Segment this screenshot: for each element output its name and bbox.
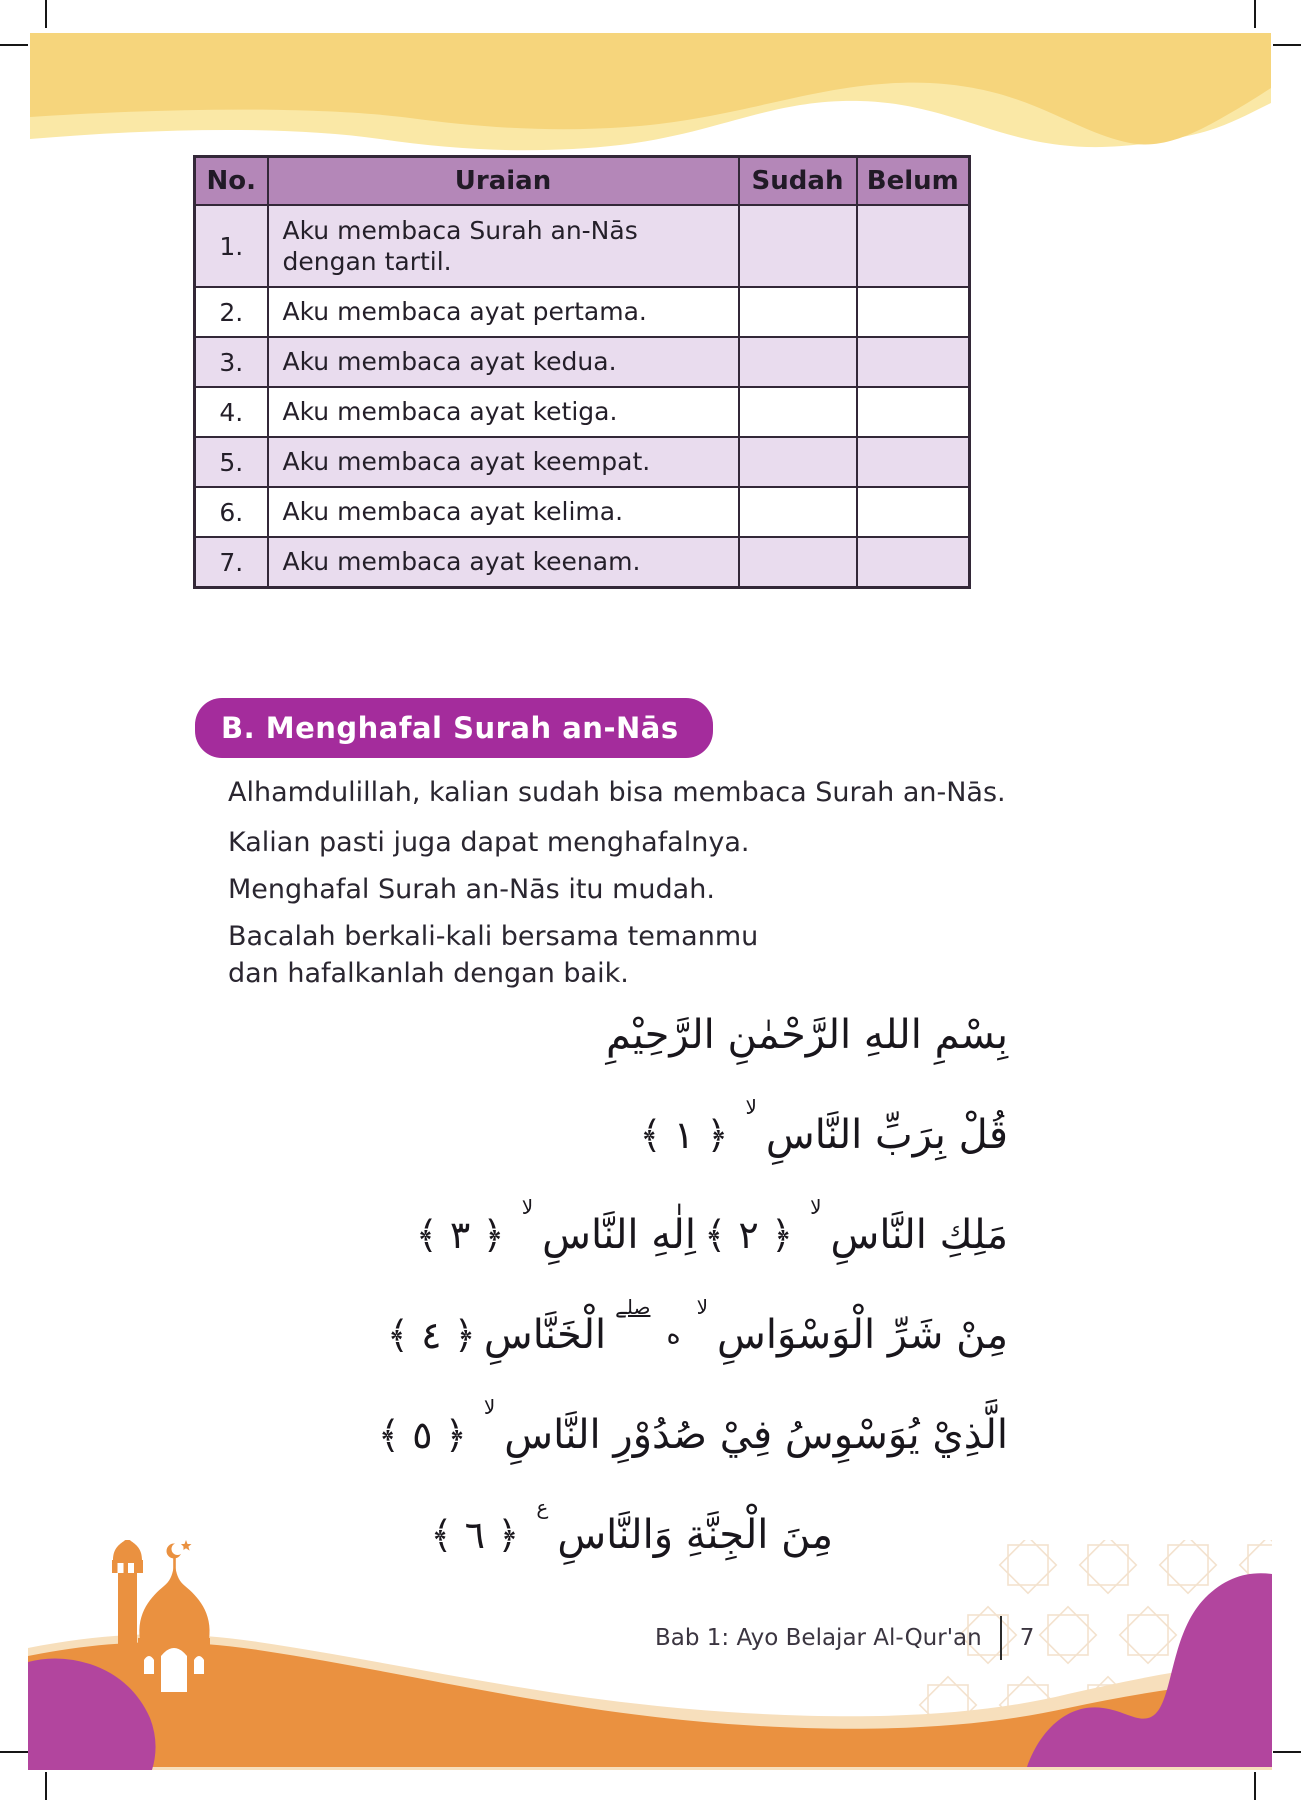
uraian-cell: Aku membaca ayat kelima. xyxy=(268,487,739,537)
verse-text: مَلِكِ النَّاسِ xyxy=(830,1212,1008,1258)
sudah-checkbox-cell xyxy=(739,287,857,337)
sudah-checkbox-cell xyxy=(739,337,857,387)
chapter-label: Bab 1: Ayo Belajar Al-Qur'an xyxy=(655,1625,982,1651)
col-header-no: No. xyxy=(195,157,268,206)
crop-mark xyxy=(45,1772,47,1800)
ayah-number: ﴿ ٥ ﴾ xyxy=(377,1413,467,1457)
row-number-cell: 6. xyxy=(195,487,268,537)
checklist-table xyxy=(193,155,971,589)
verse-text: الْخَنَّاسِ xyxy=(483,1312,607,1358)
col-header-uraian: Uraian xyxy=(268,157,739,206)
sudah-checkbox-cell xyxy=(739,487,857,537)
bismillah-text: بِسْمِ اللهِ الرَّحْمٰنِ الرَّحِيْمِ xyxy=(605,1012,1008,1058)
sudah-checkbox-cell xyxy=(739,537,857,588)
table-row xyxy=(195,205,970,287)
table-header-row xyxy=(195,157,970,206)
belum-checkbox-cell xyxy=(857,205,970,287)
waqf-mark: لا xyxy=(745,1095,757,1119)
quran-verse-line-4 xyxy=(0,1285,1008,1385)
intro-line: Menghafal Surah an-Nās itu mudah. xyxy=(228,874,715,905)
verse-text: مِنَ الْجِنَّةِ وَالنَّاسِ xyxy=(557,1512,833,1558)
mosque-arch-center xyxy=(161,1648,187,1692)
crop-mark xyxy=(0,44,28,46)
col-header-belum: Belum xyxy=(857,157,970,206)
quran-verse-line-1 xyxy=(0,1085,1008,1185)
intro-line: Alhamdulillah, kalian sudah bisa membaca Surah an-Nās. xyxy=(228,777,1006,808)
row-number-cell: 5. xyxy=(195,437,268,487)
belum-checkbox-cell xyxy=(857,337,970,387)
belum-checkbox-cell xyxy=(857,387,970,437)
waqf-mark: لا xyxy=(696,1295,709,1319)
intro-paragraph xyxy=(228,770,1008,995)
table-row xyxy=(195,287,970,337)
section-b-title: B. Menghafal Surah an-Nās xyxy=(221,711,679,745)
col-header-sudah: Sudah xyxy=(739,157,857,206)
ayah-number: ﴿ ٦ ﴾ xyxy=(430,1513,520,1557)
mosque-arch-right xyxy=(194,1656,204,1674)
table-row xyxy=(195,487,970,537)
ayah-number: ﴿ ٣ ﴾ xyxy=(415,1213,505,1257)
uraian-cell: Aku membaca Surah an-Nās dengan tartil. xyxy=(268,205,739,287)
belum-checkbox-cell xyxy=(857,287,970,337)
verse-text: اِلٰهِ النَّاسِ xyxy=(542,1212,696,1258)
footer-divider xyxy=(1000,1616,1002,1660)
intro-line: Bacalah berkali-kali bersama temanmu xyxy=(228,921,759,952)
ayah-number: ﴿ ٤ ﴾ xyxy=(386,1313,476,1357)
pause-mark: ە xyxy=(666,1319,681,1350)
verse-text: مِنْ شَرِّ الْوَسْوَاسِ xyxy=(717,1312,1008,1358)
sudah-checkbox-cell xyxy=(739,205,857,287)
sudah-checkbox-cell xyxy=(739,437,857,487)
table-row xyxy=(195,437,970,487)
uraian-cell: Aku membaca ayat keempat. xyxy=(268,437,739,487)
quran-verses xyxy=(0,985,1008,1585)
ayah-number: ﴿ ٢ ﴾ xyxy=(703,1213,794,1257)
crop-mark xyxy=(1254,0,1256,28)
intro-line: Kalian pasti juga dapat menghafalnya. xyxy=(228,827,750,858)
bismillah-line xyxy=(0,985,1008,1085)
row-number-cell: 1. xyxy=(195,205,268,287)
row-number-cell: 7. xyxy=(195,537,268,588)
sudah-checkbox-cell xyxy=(739,387,857,437)
crop-mark xyxy=(45,0,47,28)
uraian-cell: Aku membaca ayat pertama. xyxy=(268,287,739,337)
uraian-cell: Aku membaca ayat ketiga. xyxy=(268,387,739,437)
ayah-number: ﴿ ١ ﴾ xyxy=(639,1113,729,1157)
waqf-mark: لا xyxy=(810,1195,822,1219)
uraian-cell: Aku membaca ayat keenam. xyxy=(268,537,739,588)
uraian-cell: Aku membaca ayat kedua. xyxy=(268,337,739,387)
crop-mark xyxy=(1273,1751,1301,1753)
table-row xyxy=(195,537,970,588)
quran-verse-line-2-3 xyxy=(0,1185,1008,1285)
belum-checkbox-cell xyxy=(857,487,970,537)
quran-verse-line-5 xyxy=(0,1385,1008,1485)
mosque-arch-left xyxy=(144,1656,154,1674)
page-number: 7 xyxy=(1019,1625,1035,1651)
belum-checkbox-cell xyxy=(857,437,970,487)
bottom-wave-magenta xyxy=(1027,1573,1272,1767)
intro-line: dan hafalkanlah dengan baik. xyxy=(228,958,629,989)
waqf-mark: ع xyxy=(536,1495,549,1519)
crop-mark xyxy=(0,1751,28,1753)
footer xyxy=(655,1616,1034,1660)
row-number-cell: 2. xyxy=(195,287,268,337)
crop-mark xyxy=(1254,1772,1256,1800)
quran-verse-line-6 xyxy=(0,1485,1008,1585)
minaret-tower xyxy=(118,1573,137,1658)
section-b-header xyxy=(195,698,713,758)
table-row xyxy=(195,387,970,437)
waqf-mark: صلے xyxy=(615,1295,651,1319)
belum-checkbox-cell xyxy=(857,537,970,588)
row-number-cell: 4. xyxy=(195,387,268,437)
crop-mark xyxy=(1273,44,1301,46)
table-row xyxy=(195,337,970,387)
waqf-mark: لا xyxy=(483,1395,496,1419)
waqf-mark: لا xyxy=(521,1195,534,1219)
row-number-cell: 3. xyxy=(195,337,268,387)
verse-text: الَّذِيْ يُوَسْوِسُ فِيْ صُدُوْرِ النَّاسِ xyxy=(504,1412,1008,1458)
top-wave-band xyxy=(30,33,1271,155)
verse-text: قُلْ بِرَبِّ النَّاسِ xyxy=(765,1112,1008,1158)
